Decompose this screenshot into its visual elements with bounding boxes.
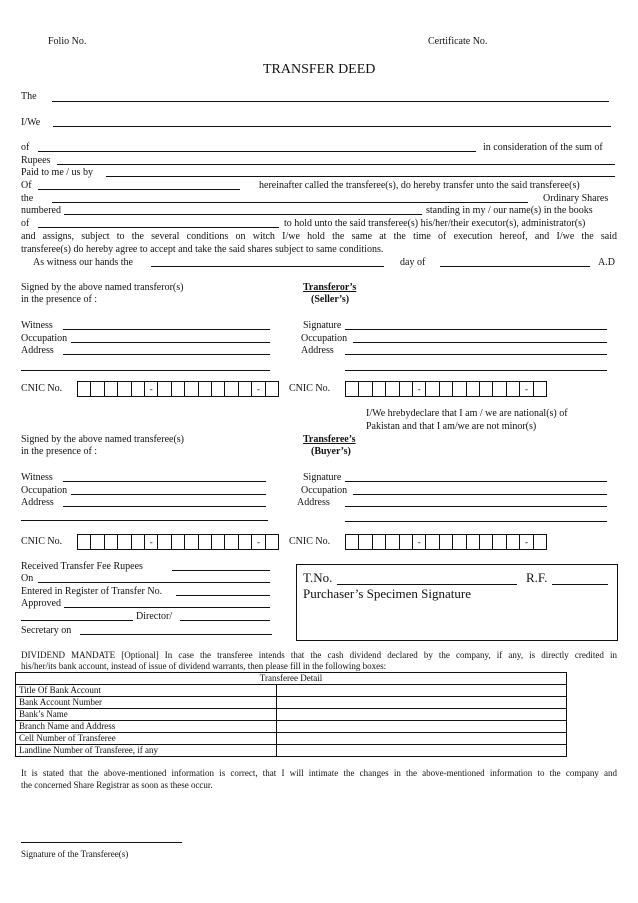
mandate-text-2: his/her/its bank account, instead of issue of dividend warrants, then please fill in the following boxes: [21,661,387,671]
entered-label: Entered in Register of Transfer No. [21,586,163,597]
transferee-signature-field[interactable] [21,842,182,843]
agree-text: transferee(s) do hereby agree to accept and take the said shares subject to same conditions. [21,244,384,255]
of-field[interactable] [38,151,476,152]
buyer-address-r-field[interactable] [345,506,607,507]
seller-address-field[interactable] [63,354,270,355]
seller-address-r-label: Address [301,345,334,356]
buyer-signature-field[interactable] [345,481,607,482]
seller-cnic-r-label: CNIC No. [289,383,331,394]
ordinary-text: Ordinary Shares [543,193,609,204]
certificate-label: Certificate No. [428,36,488,47]
buyer-cnic-boxes[interactable]: - - [77,534,279,550]
secretary-field[interactable] [80,634,272,635]
of3-label: of [21,218,30,229]
seller-occupation-field[interactable] [71,342,270,343]
buyer-cnic-r-label: CNIC No. [289,536,331,547]
the2-field[interactable] [52,202,528,203]
seller-occupation-r-label: Occupation [301,333,348,344]
hold-text: to hold unto the said transferee(s) his/her/their executor(s), administrator(s) [284,218,586,229]
buyer-occupation-r-label: Occupation [301,485,348,496]
buyer-occupation-label: Occupation [21,485,68,496]
witness-day-field[interactable] [151,266,384,267]
row-value[interactable] [277,685,567,697]
row-value[interactable] [277,733,567,745]
buyer-presence-text: in the presence of : [21,446,98,457]
standing-text: standing in my / our name(s) in the books [426,205,593,216]
hereinafter-text: hereinafter called the transferee(s), do hereby transfer unto the said transferee(s) [259,180,580,191]
paid-label: Paid to me / us by [21,167,93,178]
the2-label: the [21,193,34,204]
numbered-label: numbered [21,205,61,216]
buyer-witness-label: Witness [21,472,53,483]
director-label: Director/ [136,611,173,622]
tno-label: T.No. [303,570,333,585]
buyer-witness-field[interactable] [63,481,266,482]
approved-field[interactable] [64,607,270,608]
transferee-signature-label: Signature of the Transferee(s) [21,849,129,859]
received-fee-field[interactable] [172,570,270,571]
rupees-field[interactable] [57,164,615,165]
table-row [16,709,567,721]
entered-field[interactable] [176,595,270,596]
seller-address-r-field[interactable] [345,354,607,355]
seller-signature-field[interactable] [345,329,607,330]
numbered-field[interactable] [64,214,422,215]
of-label: of [21,142,30,153]
buyer-cnic-r-boxes[interactable]: - - [345,534,547,550]
iwe-field[interactable] [53,126,611,127]
rf-label: R.F. [526,570,548,585]
buyer-signed-text: Signed by the above named transferee(s) [21,434,184,445]
row-label: Landline Number of Transferee, if any [16,745,277,757]
rf-field[interactable] [552,584,608,585]
row-value[interactable] [277,697,567,709]
tno-field[interactable] [337,584,517,585]
paid-field[interactable] [106,176,615,177]
buyer-signature-label: Signature [303,472,342,483]
director-field[interactable] [21,620,133,621]
row-label: Bank Account Number [16,697,277,709]
on-field[interactable] [38,582,270,583]
seller-address-label: Address [21,345,54,356]
specimen-signature-box[interactable] [296,564,618,641]
ad-label: A.D [598,257,615,268]
day-month-field[interactable] [440,266,590,267]
seller-cnic-r-boxes[interactable]: - - [345,381,547,397]
mandate-text-1: DIVIDEND MANDATE [Optional] In case the transferee intends that the cash dividend declared by the company, if any, is directly credited in [21,650,617,660]
row-value[interactable] [277,721,567,733]
assigns-text: and assigns, subject to the several conditions on witch I/we hold the same at the time of execution hereof, and I/we the said [21,231,617,242]
row-label: Bank’s Name [16,709,277,721]
row-label: Title Of Bank Account [16,685,277,697]
closing-text-2: the concerned Share Registrar as soon as these occur. [21,780,213,790]
of3-field[interactable] [38,227,279,228]
director-field-2[interactable] [180,620,270,621]
buyer-occupation-field[interactable] [71,494,266,495]
row-label: Branch Name and Address [16,721,277,733]
table-row [16,685,567,697]
table-row [16,697,567,709]
page-title: TRANSFER DEED [263,62,376,77]
seller-cnic-boxes[interactable]: - - [77,381,279,397]
rupees-label: Rupees [21,155,51,166]
seller-cnic-label: CNIC No. [21,383,63,394]
seller-heading: Transferor’s [303,282,357,293]
buyer-address-field-2[interactable] [21,520,268,521]
iwe-label: I/We [21,117,41,128]
buyer-occupation-r-field[interactable] [353,494,607,495]
seller-address-field-2[interactable] [21,370,270,371]
specimen-signature-label: Purchaser’s Specimen Signature [303,586,471,601]
of2-field[interactable] [38,189,240,190]
transferee-detail-table [15,672,567,757]
buyer-cnic-label: CNIC No. [21,536,63,547]
day-of-label: day of [400,257,426,268]
buyer-address-field[interactable] [63,506,266,507]
seller-occupation-label: Occupation [21,333,68,344]
seller-witness-label: Witness [21,320,53,331]
seller-sub-heading: (Seller’s) [311,294,350,305]
seller-signature-label: Signature [303,320,342,331]
seller-presence-text: in the presence of : [21,294,98,305]
the-label: The [21,91,37,102]
the-field[interactable] [52,101,609,102]
declaration-line-2: Pakistan and that I am/we are not minor(s) [366,421,537,432]
table-title: Transferee Detail [16,673,567,685]
table-row [16,721,567,733]
buyer-heading: Transferee’s [303,434,356,445]
buyer-address-r-label: Address [297,497,330,508]
of2-label: Of [21,180,32,191]
closing-text-1: It is stated that the above-mentioned information is correct, that I will intimate the changes in the above-mentioned information to the company and [21,768,617,778]
approved-label: Approved [21,598,61,609]
buyer-address-r-field-2[interactable] [345,521,607,522]
on-label: On [21,573,34,584]
seller-witness-field[interactable] [63,329,270,330]
received-fee-label: Received Transfer Fee Rupees [21,561,143,572]
consideration-text: in consideration of the sum of [483,142,603,153]
witness-hands-label: As witness our hands the [33,257,133,268]
table-row [16,745,567,757]
row-value[interactable] [277,709,567,721]
folio-label: Folio No. [48,36,87,47]
buyer-sub-heading: (Buyer’s) [311,446,351,457]
seller-address-r-field-2[interactable] [345,370,607,371]
row-label: Cell Number of Transferee [16,733,277,745]
buyer-address-label: Address [21,497,54,508]
row-value[interactable] [277,745,567,757]
secretary-label: Secretary on [21,625,72,636]
table-row [16,733,567,745]
declaration-line-1: I/We hrebydeclare that I am / we are national(s) of [366,408,568,419]
seller-signed-text: Signed by the above named transferor(s) [21,282,184,293]
seller-occupation-r-field[interactable] [353,342,607,343]
